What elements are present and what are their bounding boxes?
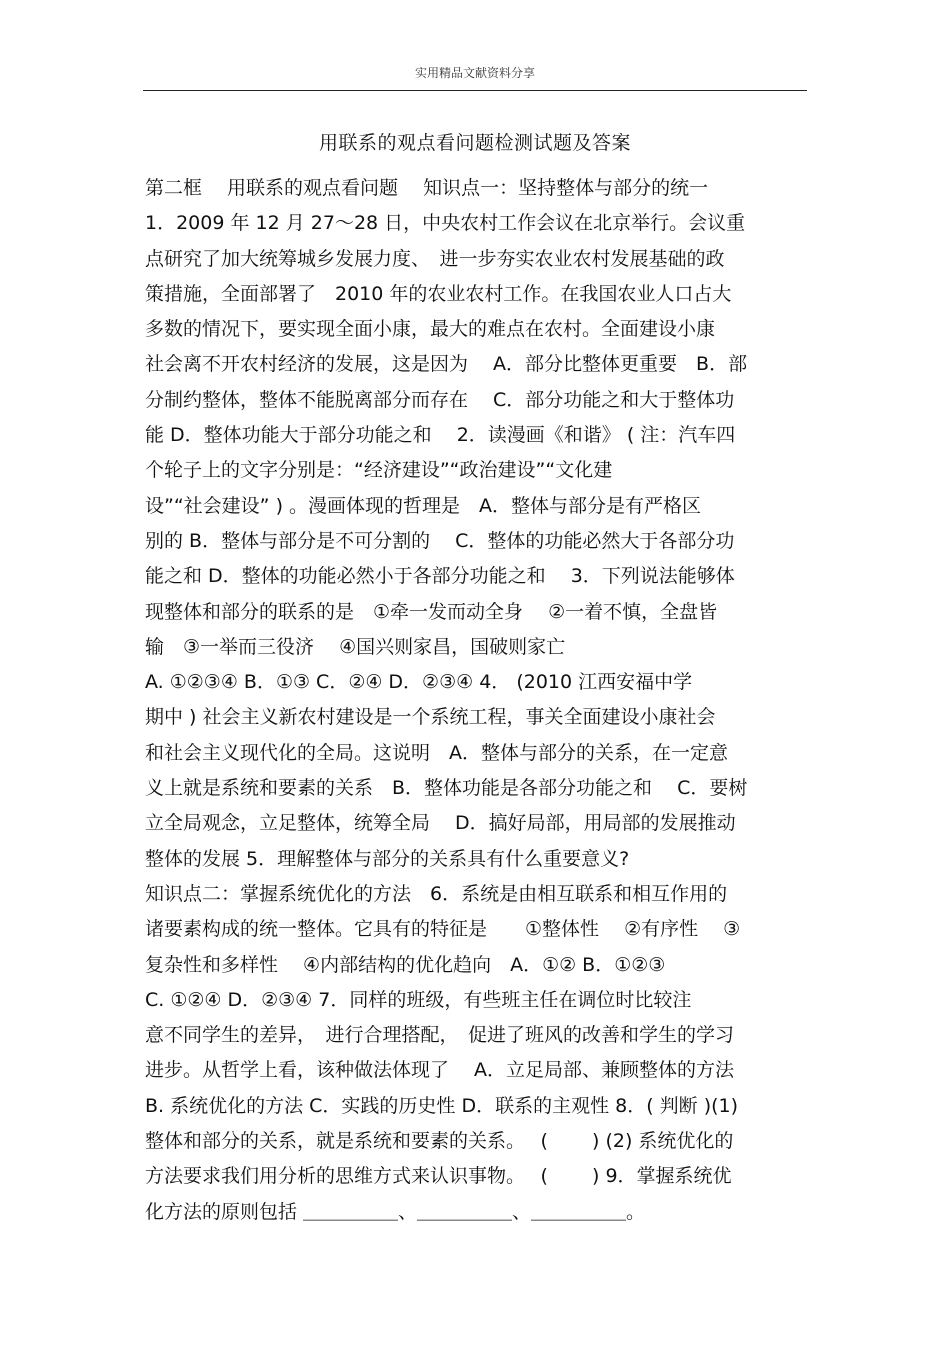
body-line: 方法要求我们用分析的思维方式来认识事物。 ( ) 9．掌握系统优 xyxy=(145,1165,732,1188)
page-header: 实用精品文献资料分享 xyxy=(414,66,535,80)
document-body xyxy=(145,171,810,1230)
body-line: 立全局观念，立足整体，统筹全局 D．搞好局部，用局部的发展推动 xyxy=(145,812,736,835)
body-line: B. 系统优化的方法 C．实践的历史性 D．联系的主观性 8．( 判断 )(1) xyxy=(145,1094,739,1117)
body-line: C. ①②④ D．②③④ 7．同样的班级，有些班主任在调位时比较注 xyxy=(145,988,692,1011)
body-line: 第二框 用联系的观点看问题 知识点一：坚持整体与部分的统一 xyxy=(145,177,709,199)
body-line: 和社会主义现代化的全局。这说明 A．整体与部分的关系，在一定意 xyxy=(145,741,728,764)
body-line: 整体的发展 5．理解整体与部分的关系具有什么重要意义? xyxy=(145,847,630,870)
body-line: 设”“社会建设” ) 。漫画体现的哲理是 A．整体与部分是有严格区 xyxy=(145,494,702,517)
body-line: 个轮子上的文字分别是：“经济建设”“政治建设”“文化建 xyxy=(145,459,613,482)
body-line: 能 D．整体功能大于部分功能之和 2．读漫画《和谐》 ( 注：汽车四 xyxy=(145,424,736,447)
body-line: 策措施，全面部署了 2010 年的农业农村工作。在我国农业人口占大 xyxy=(145,282,732,305)
body-line: 社会离不开农村经济的发展，这是因为 A．部分比整体更重要 B．部 xyxy=(145,353,748,376)
body-line: 分制约整体，整体不能脱离部分而存在 C．部分功能之和大于整体功 xyxy=(145,388,735,411)
body-line: 进步。从哲学上看，该种做法体现了 A．立足局部、兼顾整体的方法 xyxy=(145,1059,735,1082)
body-line: 义上就是系统和要素的关系 B．整体功能是各部分功能之和 C．要树 xyxy=(145,777,748,800)
body-line: 整体和部分的关系，就是系统和要素的关系。 ( ) (2) 系统优化的 xyxy=(145,1130,734,1153)
body-line: 化方法的原则包括 ＿＿＿＿＿、＿＿＿＿＿、＿＿＿＿＿。 xyxy=(145,1200,646,1223)
body-line: 意不同学生的差异， 进行合理搭配， 促进了班风的改善和学生的学习 xyxy=(145,1024,735,1047)
body-line: 复杂性和多样性 ④内部结构的优化趋向 A．①② B．①②③ xyxy=(145,953,666,976)
body-line: 能之和 D．整体的功能必然小于各部分功能之和 3．下列说法能够体 xyxy=(145,565,735,588)
body-line: 点研究了加大统筹城乡发展力度、 进一步夯实农业农村发展基础的政 xyxy=(145,247,725,270)
body-line: 期中 ) 社会主义新农村建设是一个系统工程，事关全面建设小康社会 xyxy=(145,706,716,729)
body-line: 现整体和部分的联系的是 ①牵一发而动全身 ②一着不慎，全盘皆 xyxy=(145,600,718,623)
document-title: 用联系的观点看问题检测试题及答案 xyxy=(318,132,631,154)
body-line: 别的 B．整体与部分是不可分割的 C．整体的功能必然大于各部分功 xyxy=(145,529,735,552)
body-line: 多数的情况下，要实现全面小康，最大的难点在农村。全面建设小康 xyxy=(145,318,716,341)
body-line: A. ①②③④ B．①③ C．②④ D．②③④ 4． (2010 江西安福中学 xyxy=(145,671,693,694)
body-line: 诸要素构成的统一整体。它具有的特征是 ①整体性 ②有序性 ③ xyxy=(145,918,741,941)
header-divider xyxy=(143,90,807,91)
body-line: 知识点二：掌握系统优化的方法 6．系统是由相互联系和相互作用的 xyxy=(145,882,728,905)
body-line: 1．2009 年 12 月 27～28 日，中央农村工作会议在北京举行。会议重 xyxy=(145,212,746,235)
body-line: 输 ③一举而三役济 ④国兴则家昌，国破则家亡 xyxy=(145,635,566,658)
